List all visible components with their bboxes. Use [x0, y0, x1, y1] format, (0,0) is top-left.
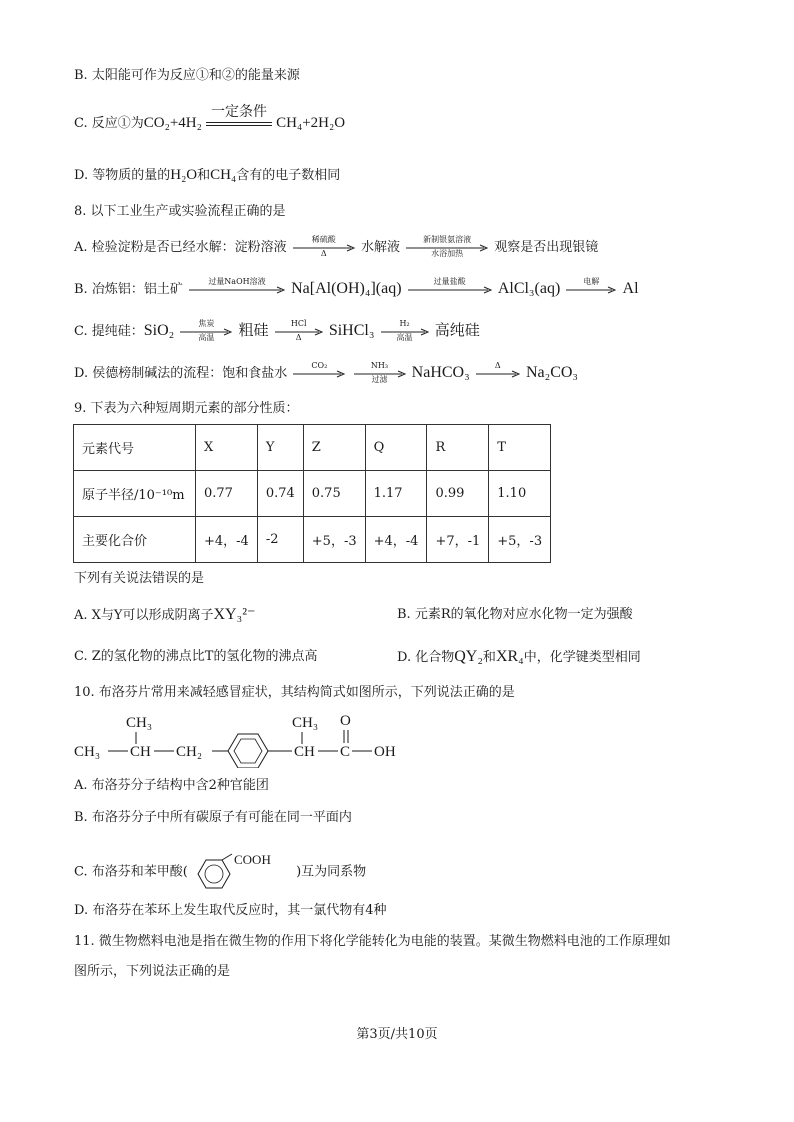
q8-b-mid2: AlCl₃(aq) — [497, 280, 561, 297]
q9-option-a — [74, 605, 255, 626]
q8-d-s2: Na₂CO₃ — [525, 364, 578, 381]
q11-stem-line1: 11. 微生物燃料电池是指在微生物的作用下将化学能转化为电能的装置。某微生物燃料电池的工作原理如 — [74, 934, 671, 949]
table-row — [74, 471, 551, 517]
q7-option-d — [74, 165, 340, 186]
q8-c-s2: 粗硅 — [238, 321, 269, 339]
q9-d-f1: QY₂ — [454, 648, 483, 665]
q8-b-arrow-2 — [408, 276, 492, 294]
q9-option-b: B. 元素R的氧化物对应水化物一定为强酸 — [397, 607, 633, 622]
q8-b-mid: Na[Al(OH)₄](aq) — [291, 280, 402, 297]
q8-c-arrow-3 — [381, 318, 429, 342]
q8-c-arrow2-bot: Δ — [295, 332, 302, 342]
q7-c-rhs: CH₄+2H₂O — [276, 115, 346, 131]
table-cell: -2 — [257, 517, 303, 563]
table-cell: X — [196, 425, 258, 471]
q10-stem: 10. 布洛芬片常用来减轻感冒症状，其结构简式如图所示，下列说法正确的是 — [74, 685, 515, 700]
q9-d-f2: XR₄ — [495, 648, 524, 665]
table-cell: 0.75 — [303, 471, 365, 517]
q8-b-arrow2-top: 过量盐酸 — [433, 276, 466, 286]
q8-c-s3: SiHCl₃ — [328, 322, 375, 339]
q7-d-text-c: 含有的电子数相同 — [236, 168, 341, 183]
q8-d-s1: NaHCO₃ — [411, 364, 470, 381]
q8-c-s4: 高纯硅 — [434, 321, 480, 339]
table-cell: +5，-3 — [489, 517, 551, 563]
q11-stem-line2: 图所示，下列说法正确的是 — [74, 964, 231, 979]
q8-c-arrow2-top: HCl — [290, 318, 307, 328]
q7-option-c — [74, 103, 346, 134]
table-cell: 1.10 — [489, 471, 551, 517]
q8-option-a — [74, 234, 599, 258]
struct-c: C — [340, 744, 351, 760]
q8-a-arrow1-bot: Δ — [320, 248, 327, 258]
q9-option-c: C. Z的氢化物的沸点比T的氢化物的沸点高 — [74, 649, 318, 664]
table-cell: 1.17 — [365, 471, 427, 517]
q8-b-arrow-1 — [189, 276, 285, 294]
q8-a-mid: 水解液 — [360, 240, 400, 255]
q7-option-b: B. 太阳能可作为反应①和②的能量来源 — [74, 68, 300, 83]
q9-a-ion: XY₃²⁻ — [213, 606, 256, 623]
q7-c-lhs: CO₂+4H₂ — [143, 115, 202, 131]
table-cell: +4，-4 — [196, 517, 258, 563]
q10-option-c — [74, 852, 366, 892]
q8-d-prefix: D. 侯德榜制碱法的流程：饱和食盐水 — [74, 366, 288, 381]
table-cell: T — [489, 425, 551, 471]
q8-d-arrow1-top: CO₂ — [311, 360, 328, 370]
q7-d-h2o: H₂O — [170, 167, 198, 183]
q10-option-d: D. 布洛芬在苯环上发生取代反应时，其一氯代物有4种 — [74, 903, 387, 918]
element-properties-table — [73, 424, 551, 563]
q7-d-text-a: D. 等物质的量的 — [74, 168, 171, 183]
table-cell: +7，-1 — [427, 517, 489, 563]
q7-c-equals — [206, 103, 272, 134]
q8-d-arrow2-bot: 过滤 — [371, 374, 388, 384]
q8-c-arrow3-top: H₂ — [399, 318, 410, 328]
q10-c-text-b: )互为同系物 — [296, 864, 367, 880]
q8-c-arrow1-bot: 高温 — [198, 332, 215, 342]
q9-a-text: A. X与Y可以形成阴离子 — [74, 608, 214, 623]
struct-o: O — [340, 713, 351, 729]
table-cell: R — [427, 425, 489, 471]
q8-b-arrow1-top: 过量NaOH溶液 — [208, 276, 266, 286]
table-row — [74, 425, 551, 471]
ibuprofen-structure — [70, 708, 410, 768]
table-row — [74, 517, 551, 563]
q8-b-arrow3-top: 电解 — [583, 276, 600, 286]
page-footer: 第3页/共10页 — [356, 1027, 438, 1042]
struct-ch: CH — [130, 744, 151, 760]
q8-a-arrow2-bot: 水浴加热 — [431, 248, 464, 258]
q8-option-d — [74, 360, 578, 384]
q8-a-arrow2-top: 新制银氨溶液 — [423, 234, 472, 244]
q8-d-arrow-1 — [293, 360, 345, 378]
struct-ch2: CH₂ — [176, 744, 203, 760]
q8-a-prefix: A. 检验淀粉是否已经水解：淀粉溶液 — [74, 240, 287, 255]
q8-d-arrow3-top: Δ — [494, 360, 501, 370]
q8-d-arrow2-top: NH₃ — [370, 360, 389, 370]
q8-a-arrow-2 — [406, 234, 488, 258]
benzoic-acid-structure — [192, 852, 292, 892]
q8-a-end: 观察是否出现银镜 — [494, 240, 599, 255]
q8-b-end: Al — [622, 280, 639, 297]
q9-d-text-b: 和 — [482, 650, 496, 665]
table-cell: 原子半径/10⁻¹⁰m — [74, 471, 196, 517]
table-cell: Y — [257, 425, 303, 471]
q8-a-arrow1-top: 稀硫酸 — [311, 234, 336, 244]
struct-cooh: COOH — [233, 852, 271, 867]
q8-c-arrow3-bot: 高温 — [396, 332, 413, 342]
table-cell: +4，-4 — [365, 517, 427, 563]
table-cell: 0.74 — [257, 471, 303, 517]
struct-ch3-top1: CH₃ — [126, 715, 153, 731]
table-cell: 0.77 — [196, 471, 258, 517]
q7-d-ch4: CH₄ — [210, 167, 237, 183]
table-cell: +5，-3 — [303, 517, 365, 563]
q10-c-text-a: C. 布洛芬和苯甲酸( — [74, 864, 188, 880]
q8-c-arrow-2 — [275, 318, 323, 342]
q9-option-d — [397, 647, 641, 668]
struct-ch-right: CH — [294, 744, 315, 760]
q10-option-b: B. 布洛芬分子中所有碳原子有可能在同一平面内 — [74, 810, 352, 825]
q9-d-text-c: 中，化学键类型相同 — [523, 650, 641, 665]
q7-d-text-b: 和 — [197, 168, 211, 183]
table-cell: 主要化合价 — [74, 517, 196, 563]
table-cell: Z — [303, 425, 365, 471]
q8-b-arrow-3 — [566, 276, 616, 294]
q8-c-arrow1-top: 焦炭 — [198, 318, 215, 328]
q8-d-arrow-3 — [476, 360, 520, 378]
q8-option-c — [74, 320, 480, 342]
q8-a-arrow-1 — [293, 234, 355, 258]
q8-option-b — [74, 276, 639, 300]
q8-stem: 8. 以下工业生产或实验流程正确的是 — [74, 204, 286, 219]
q9-after-table: 下列有关说法错误的是 — [74, 571, 205, 586]
struct-ch3-top2: CH₃ — [292, 715, 319, 731]
q7-c-condition: 一定条件 — [210, 103, 267, 120]
table-cell: Q — [365, 425, 427, 471]
struct-oh: OH — [374, 744, 396, 760]
q7-c-prefix: C. 反应①为 — [74, 116, 144, 131]
q9-d-text-a: D. 化合物 — [397, 650, 455, 665]
q10-option-a: A. 布洛芬分子结构中含2种官能团 — [74, 778, 269, 793]
q8-c-prefix: C. 提纯硅： — [74, 324, 144, 339]
q8-b-prefix: B. 冶炼铝：铝土矿 — [74, 282, 183, 297]
table-cell: 0.99 — [427, 471, 489, 517]
q8-c-arrow-1 — [180, 318, 232, 342]
q8-c-s1: SiO₂ — [143, 322, 175, 339]
struct-ch3-left: CH₃ — [74, 744, 101, 760]
table-cell: 元素代号 — [74, 425, 196, 471]
q8-d-arrow-2 — [354, 360, 406, 384]
q9-stem: 9. 下表为六种短周期元素的部分性质： — [74, 401, 299, 416]
